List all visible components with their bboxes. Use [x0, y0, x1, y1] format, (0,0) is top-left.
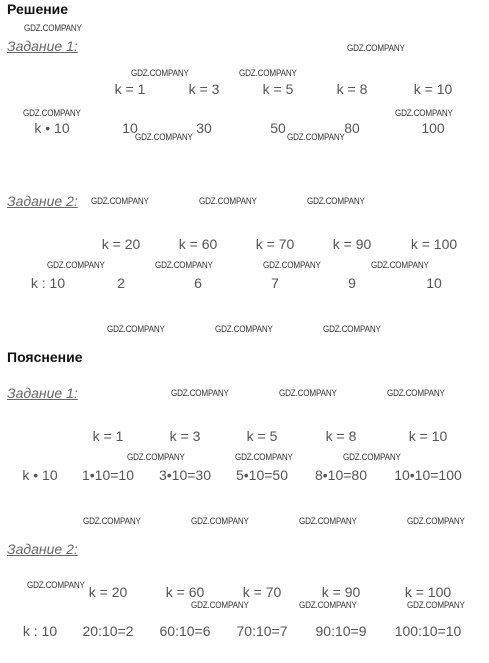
row-label: k • 10 — [34, 120, 70, 136]
watermark: GDZ.COMPANY — [235, 452, 293, 462]
explanation-heading: Пояснение — [7, 349, 83, 365]
k-cell: k = 8 — [325, 428, 357, 444]
value-cell: 20:10=2 — [82, 623, 134, 639]
k-cell: k = 5 — [246, 428, 278, 444]
row-label: k : 10 — [22, 623, 58, 639]
explanation-task1-title: Задание 1: — [7, 385, 78, 401]
k-cell: k = 70 — [242, 584, 282, 600]
watermark: GDZ.COMPANY — [135, 132, 193, 142]
value-cell: 9 — [348, 275, 356, 291]
value-cell: 2 — [117, 275, 125, 291]
solution-task1-title: Задание 1: — [7, 38, 78, 54]
k-cell: k = 10 — [413, 81, 453, 97]
watermark: GDZ.COMPANY — [347, 43, 405, 53]
watermark: GDZ.COMPANY — [343, 452, 401, 462]
watermark: GDZ.COMPANY — [307, 196, 365, 206]
value-cell: 50 — [270, 120, 286, 136]
row-label: k : 10 — [30, 275, 66, 291]
value-cell: 7 — [271, 275, 279, 291]
watermark: GDZ.COMPANY — [191, 516, 249, 526]
watermark: GDZ.COMPANY — [107, 324, 165, 334]
k-cell: k = 100 — [404, 584, 452, 600]
k-cell: k = 3 — [188, 81, 220, 97]
value-cell: 3•10=30 — [158, 467, 212, 483]
k-cell: k = 90 — [321, 584, 361, 600]
value-cell: 30 — [196, 120, 212, 136]
k-cell: k = 20 — [88, 584, 128, 600]
watermark: GDZ.COMPANY — [287, 132, 345, 142]
value-cell: 100:10=10 — [394, 623, 462, 639]
watermark: GDZ.COMPANY — [24, 23, 82, 33]
k-cell: k = 3 — [169, 428, 201, 444]
value-cell: 8•10=80 — [314, 467, 368, 483]
watermark: GDZ.COMPANY — [407, 516, 465, 526]
k-cell: k = 5 — [262, 81, 294, 97]
watermark: GDZ.COMPANY — [371, 260, 429, 270]
watermark: GDZ.COMPANY — [215, 324, 273, 334]
explanation-task2-title: Задание 2: — [7, 541, 78, 557]
k-cell: k = 1 — [114, 81, 146, 97]
value-cell: 10 — [426, 275, 442, 291]
watermark: GDZ.COMPANY — [131, 68, 189, 78]
watermark: GDZ.COMPANY — [171, 388, 229, 398]
k-cell: k = 8 — [336, 81, 368, 97]
value-cell: 10•10=100 — [394, 467, 462, 483]
value-cell: 100 — [421, 120, 445, 136]
watermark: GDZ.COMPANY — [239, 68, 297, 78]
watermark: GDZ.COMPANY — [299, 600, 357, 610]
solution-task2-title: Задание 2: — [7, 193, 78, 209]
watermark: GDZ.COMPANY — [83, 516, 141, 526]
value-cell: 90:10=9 — [315, 623, 367, 639]
row-label: k • 10 — [22, 467, 58, 483]
watermark: GDZ.COMPANY — [407, 600, 465, 610]
watermark: GDZ.COMPANY — [279, 388, 337, 398]
k-cell: k = 60 — [165, 584, 205, 600]
k-cell: k = 10 — [408, 428, 448, 444]
k-cell: k = 60 — [178, 236, 218, 252]
watermark: GDZ.COMPANY — [263, 260, 321, 270]
watermark: GDZ.COMPANY — [299, 516, 357, 526]
value-cell: 6 — [194, 275, 202, 291]
watermark: GDZ.COMPANY — [91, 196, 149, 206]
watermark: GDZ.COMPANY — [127, 452, 185, 462]
value-cell: 5•10=50 — [235, 467, 289, 483]
watermark: GDZ.COMPANY — [395, 108, 453, 118]
value-cell: 1•10=10 — [81, 467, 135, 483]
watermark: GDZ.COMPANY — [387, 388, 445, 398]
watermark: GDZ.COMPANY — [323, 324, 381, 334]
watermark: GDZ.COMPANY — [199, 196, 257, 206]
watermark: GDZ.COMPANY — [27, 580, 85, 590]
k-cell: k = 70 — [255, 236, 295, 252]
k-cell: k = 90 — [332, 236, 372, 252]
watermark: GDZ.COMPANY — [155, 260, 213, 270]
value-cell: 10 — [122, 120, 138, 136]
watermark: GDZ.COMPANY — [47, 260, 105, 270]
k-cell: k = 100 — [410, 236, 458, 252]
solution-heading: Решение — [7, 1, 69, 17]
k-cell: k = 20 — [101, 236, 141, 252]
k-cell: k = 1 — [92, 428, 124, 444]
value-cell: 60:10=6 — [159, 623, 211, 639]
watermark: GDZ.COMPANY — [23, 108, 81, 118]
value-cell: 70:10=7 — [236, 623, 288, 639]
value-cell: 80 — [344, 120, 360, 136]
watermark: GDZ.COMPANY — [191, 600, 249, 610]
